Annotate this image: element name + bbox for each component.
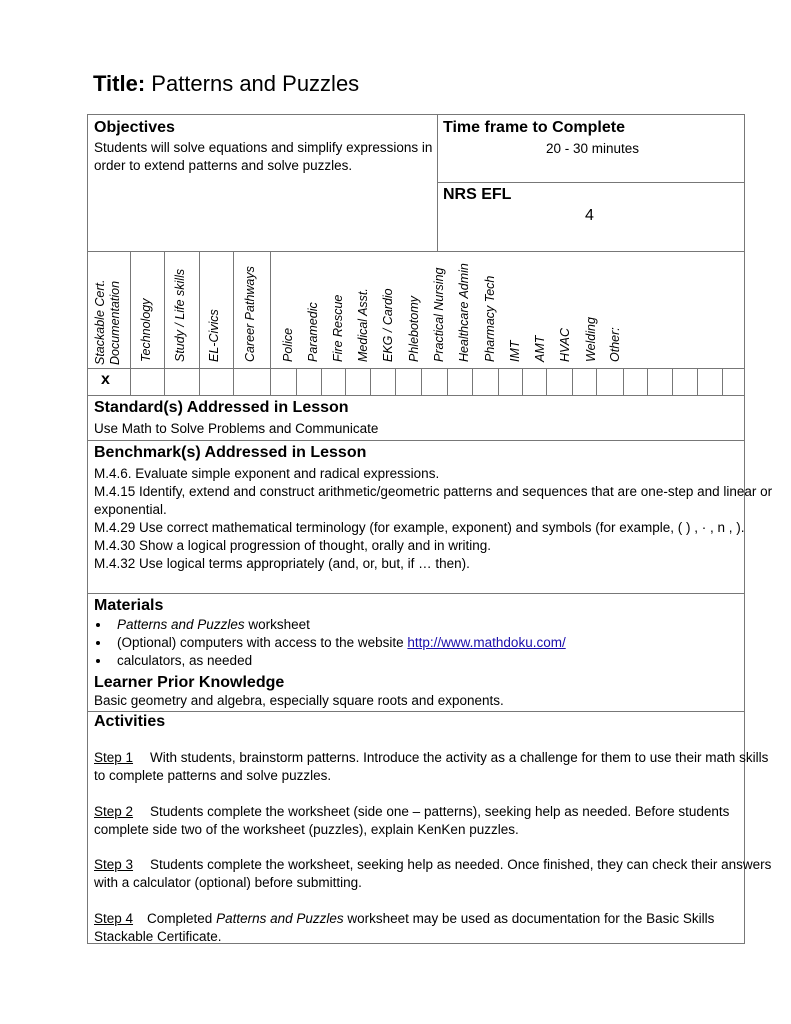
col-rule xyxy=(270,251,271,395)
col-rule xyxy=(233,251,234,395)
col-rule xyxy=(421,368,422,395)
benchmark-m-4-30: M.4.30 Show a logical progression of thought, orally and in writing. xyxy=(94,538,491,553)
rule-prior-bottom xyxy=(88,711,744,712)
mathdoku-link[interactable]: http://www.mathdoku.com/ xyxy=(407,635,566,650)
step-1-label: Step 1 xyxy=(94,750,134,765)
col-rule xyxy=(722,368,723,395)
category-ekg-cardio: EKG / Cardio xyxy=(381,288,395,362)
col-rule xyxy=(321,368,322,395)
standards-text: Use Math to Solve Problems and Communicate xyxy=(94,421,379,436)
col-rule xyxy=(546,368,547,395)
col-rule xyxy=(130,251,131,395)
step-1-line-2: to complete patterns and solve puzzles. xyxy=(94,768,332,783)
col-rule xyxy=(296,368,297,395)
bullet xyxy=(96,641,100,645)
prior-knowledge-text: Basic geometry and algebra, especially square roots and exponents. xyxy=(94,693,504,708)
page-title xyxy=(93,70,359,98)
benchmark-m-4-15-cont: exponential. xyxy=(94,502,167,517)
rule-objectives-divider xyxy=(437,115,438,251)
category-other: Other: xyxy=(608,327,622,362)
nrs-heading: NRS EFL xyxy=(443,186,512,203)
category-medical-asst: Medical Asst. xyxy=(356,288,370,362)
step-3-line-2: with a calculator (optional) before submitting. xyxy=(94,875,362,890)
col-rule xyxy=(647,368,648,395)
lesson-plan-table xyxy=(87,114,773,944)
col-rule xyxy=(395,368,396,395)
nrs-value: 4 xyxy=(585,207,594,224)
category-police: Police xyxy=(281,327,295,362)
benchmark-m-4-6: M.4.6. Evaluate simple exponent and radical expressions. xyxy=(94,466,440,481)
col-rule xyxy=(572,368,573,395)
category-el-civics: EL-Civics xyxy=(207,309,221,362)
benchmark-m-4-15: M.4.15 Identify, extend and construct arithmetic/geometric patterns and sequences that are one-step and linear or xyxy=(94,484,773,499)
rule-standards-bottom xyxy=(88,440,744,441)
stackable-check-mark: x xyxy=(101,371,110,388)
category-study-life-skills: Study / Life skills xyxy=(173,268,187,362)
step-4-line-1: Step 4 Completed Patterns and Puzzles worksheet may be used as documentation for the Basic Skills xyxy=(94,911,715,926)
col-rule xyxy=(697,368,698,395)
col-rule xyxy=(370,368,371,395)
col-rule xyxy=(522,368,523,395)
timeframe-value: 20 - 30 minutes xyxy=(546,141,640,156)
benchmark-m-4-29: M.4.29 Use correct mathematical terminology (for example, exponent) and symbols (for example, ( ) , · , n , ). xyxy=(94,520,745,535)
timeframe-heading: Time frame to Complete xyxy=(443,119,625,136)
col-rule xyxy=(164,251,165,395)
objectives-line-1: Students will solve equations and simplify expressions in xyxy=(94,140,433,155)
category-career-pathways: Career Pathways xyxy=(243,266,257,362)
category-amt: AMT xyxy=(533,335,547,362)
step-2-label: Step 2 xyxy=(94,804,134,819)
category-welding: Welding xyxy=(584,317,598,362)
rule-time-nrs xyxy=(438,182,744,183)
step-4-label: Step 4 xyxy=(94,911,134,926)
step-1-line-1: Step 1 With students, brainstorm patterns. Introduce the activity as a challenge for them to use their math skills xyxy=(94,750,769,765)
step-2-line-1: Step 2 Students complete the worksheet (side one – patterns), seeking help as needed. Before students xyxy=(94,804,730,819)
step-3-line-1: Step 3 Students complete the worksheet, seeking help as needed. Once finished, they can check their answers xyxy=(94,857,772,872)
col-rule xyxy=(447,368,448,395)
prior-knowledge-heading: Learner Prior Knowledge xyxy=(94,674,285,691)
col-rule xyxy=(672,368,673,395)
col-rule xyxy=(623,368,624,395)
material-calculators: calculators, as needed xyxy=(117,653,253,668)
category-fire-rescue: Fire Rescue xyxy=(331,294,345,362)
category-pharmacy-tech: Pharmacy Tech xyxy=(483,275,497,362)
title-text: Patterns and Puzzles xyxy=(151,71,360,96)
category-stackable-cert: Stackable Cert. Documentation xyxy=(93,279,122,365)
bullet xyxy=(96,623,100,627)
benchmark-m-4-32: M.4.32 Use logical terms appropriately (and, or, but, if … then). xyxy=(94,556,470,571)
title-label: Title: xyxy=(93,71,146,96)
category-hvac: HVAC xyxy=(558,327,572,362)
col-rule xyxy=(199,251,200,395)
col-rule xyxy=(345,368,346,395)
step-2-line-2: complete side two of the worksheet (puzzles), explain KenKen puzzles. xyxy=(94,822,519,837)
category-phlebotomy: Phlebotomy xyxy=(407,295,421,362)
category-practical-nursing: Practical Nursing xyxy=(432,267,446,362)
step-4-line-2: Stackable Certificate. xyxy=(94,929,222,944)
col-rule xyxy=(596,368,597,395)
category-healthcare-admin: Healthcare Admin xyxy=(457,263,471,362)
material-computers: (Optional) computers with access to the website http://www.mathdoku.com/ xyxy=(117,635,566,650)
materials-heading: Materials xyxy=(94,597,164,614)
material-worksheet: Patterns and Puzzles worksheet xyxy=(117,617,310,632)
rule-checkrow-bottom xyxy=(88,395,744,396)
objectives-heading: Objectives xyxy=(94,119,175,136)
category-imt: IMT xyxy=(508,340,522,362)
standards-heading: Standard(s) Addressed in Lesson xyxy=(94,399,349,416)
col-rule xyxy=(498,368,499,395)
benchmarks-heading: Benchmark(s) Addressed in Lesson xyxy=(94,444,367,461)
rule-objectives-bottom xyxy=(88,251,744,252)
step-3-label: Step 3 xyxy=(94,857,134,872)
col-rule xyxy=(472,368,473,395)
activities-heading: Activities xyxy=(94,713,166,730)
rule-benchmarks-bottom xyxy=(88,593,744,594)
category-paramedic: Paramedic xyxy=(306,302,320,362)
category-technology: Technology xyxy=(139,298,153,362)
bullet xyxy=(96,659,100,663)
rule-categories-bottom xyxy=(88,368,744,369)
objectives-line-2: order to extend patterns and solve puzzles. xyxy=(94,158,353,173)
